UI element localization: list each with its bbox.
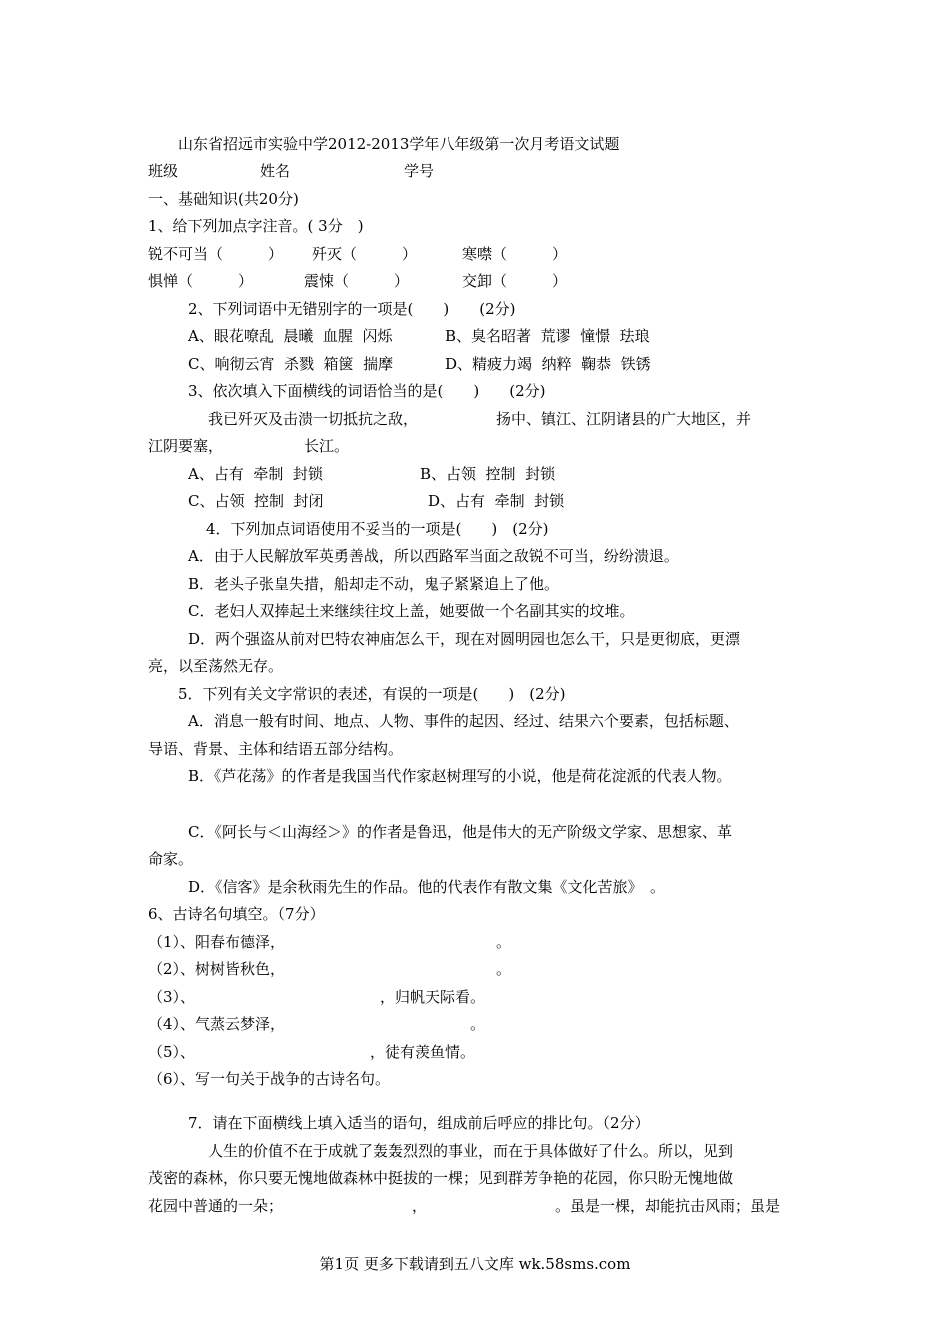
q1-item: 震悚（ ） bbox=[304, 272, 410, 290]
q6-line: （3）、 bbox=[148, 988, 196, 1006]
q7-passage: 人生的价值不在于成就了轰轰烈烈的事业，而在于具体做好了什么。所以，见到 bbox=[208, 1142, 734, 1160]
q6-line: （5）、 bbox=[148, 1043, 196, 1061]
q6-line: （6）、写一句关于战争的古诗名句。 bbox=[148, 1070, 391, 1088]
q1-item: 歼灭（ ） bbox=[312, 245, 418, 263]
q6-line: （4）、气蒸云梦泽， bbox=[148, 1015, 286, 1033]
q7-stem: 7．请在下面横线上填入适当的语句，组成前后呼应的排比句。（2分） bbox=[188, 1114, 650, 1132]
q5-option-a: 导语、背景、主体和结语五部分结构。 bbox=[148, 740, 404, 758]
q3-passage: 长江。 bbox=[304, 437, 350, 455]
q6-line-end: ，徒有羡鱼情。 bbox=[370, 1043, 476, 1061]
q5-stem: 5．下列有关文字常识的表述，有误的一项是( ) (2分) bbox=[178, 685, 566, 703]
name-label: 姓名 bbox=[260, 162, 291, 180]
q3-option-c: C、占领 控制 封闭 bbox=[188, 492, 324, 510]
q2-stem: 2、下列词语中无错别字的一项是( ) (2分) bbox=[188, 300, 516, 318]
q3-option-b: B、占领 控制 封锁 bbox=[420, 465, 556, 483]
q7-passage: ， bbox=[412, 1197, 428, 1215]
q5-option-a: A．消息一般有时间、地点、人物、事件的起因、经过、结果六个要素，包括标题、 bbox=[188, 712, 739, 730]
q1-item: 寒噤（ ） bbox=[462, 245, 568, 263]
q3-passage: 我已歼灭及击溃一切抵抗之敌， bbox=[208, 410, 419, 428]
q3-stem: 3、依次填入下面横线的词语恰当的是( ) (2分) bbox=[188, 382, 546, 400]
class-label: 班级 bbox=[148, 162, 179, 180]
id-label: 学号 bbox=[404, 162, 435, 180]
q6-stem: 6、古诗名句填空。（7分） bbox=[148, 905, 325, 923]
q7-passage: 。虽是一棵，却能抗击风雨；虽是 bbox=[555, 1197, 781, 1215]
q3-option-a: A、占有 牵制 封锁 bbox=[188, 465, 323, 483]
q2-option-d: D、精疲力竭 纳粹 鞠恭 铁锈 bbox=[445, 355, 651, 373]
q6-line: （1）、阳春布德泽， bbox=[148, 933, 286, 951]
exam-title: 山东省招远市实验中学2012-2013学年八年级第一次月考语文试题 bbox=[178, 135, 620, 153]
q6-line-end: 。 bbox=[496, 960, 512, 978]
section-heading: 一、基础知识(共20分) bbox=[148, 190, 299, 208]
q7-passage: 茂密的森林，你只要无愧地做森林中挺拔的一棵；见到群芳争艳的花园，你只盼无愧地做 bbox=[148, 1169, 734, 1187]
q3-passage: 扬中、镇江、江阴诸县的广大地区，并 bbox=[496, 410, 752, 428]
q3-option-d: D、占有 牵制 封锁 bbox=[428, 492, 565, 510]
q1-item: 锐不可当（ ） bbox=[148, 245, 284, 263]
q4-option-d: 亮，以至荡然无存。 bbox=[148, 657, 284, 675]
q3-passage: 江阴要塞， bbox=[148, 437, 224, 455]
q1-item: 惧惮（ ） bbox=[148, 272, 254, 290]
q6-line-end: 。 bbox=[496, 933, 512, 951]
q1-stem: 1、给下列加点字注音。( 3分 ) bbox=[148, 217, 364, 235]
q4-stem: 4．下列加点词语使用不妥当的一项是( ) (2分) bbox=[206, 520, 549, 538]
q4-option-a: A．由于人民解放军英勇善战，所以西路军当面之敌锐不可当，纷纷溃退。 bbox=[188, 547, 679, 565]
q5-option-b: B．《芦花荡》的作者是我国当代作家赵树理写的小说，他是荷花淀派的代表人物。 bbox=[188, 767, 732, 785]
q4-option-d: D．两个强盗从前对巴特农神庙怎么干，现在对圆明园也怎么干，只是更彻底，更漂 bbox=[188, 630, 741, 648]
q6-line: （2）、树树皆秋色， bbox=[148, 960, 286, 978]
q5-option-c: C．《阿长与＜山海经＞》的作者是鲁迅，他是伟大的无产阶级文学家、思想家、革 bbox=[188, 823, 732, 841]
q5-option-d: D．《信客》是余秋雨先生的作品。他的代表作有散文集《文化苦旅》 。 bbox=[188, 878, 666, 896]
q7-passage: 花园中普通的一朵； bbox=[148, 1197, 284, 1215]
q2-option-c: C、响彻云宵 杀戮 箱箧 揣摩 bbox=[188, 355, 394, 373]
q4-option-c: C．老妇人双捧起土来继续往坟上盖，她要做一个名副其实的坟堆。 bbox=[188, 602, 635, 620]
q5-option-c: 命家。 bbox=[148, 850, 194, 868]
q6-line-end: ，归帆天际看。 bbox=[380, 988, 486, 1006]
q4-option-b: B．老头子张皇失措，船却走不动，鬼子紧紧追上了他。 bbox=[188, 575, 560, 593]
q6-line-end: 。 bbox=[470, 1015, 486, 1033]
q1-item: 交卸（ ） bbox=[462, 272, 568, 290]
page-footer: 第1页 更多下载请到五八文库 wk.58sms.com bbox=[319, 1255, 631, 1273]
q2-option-b: B、臭名昭著 荒谬 憧憬 珐琅 bbox=[445, 327, 650, 345]
q2-option-a: A、眼花嘹乱 晨曦 血腥 闪烁 bbox=[188, 327, 393, 345]
